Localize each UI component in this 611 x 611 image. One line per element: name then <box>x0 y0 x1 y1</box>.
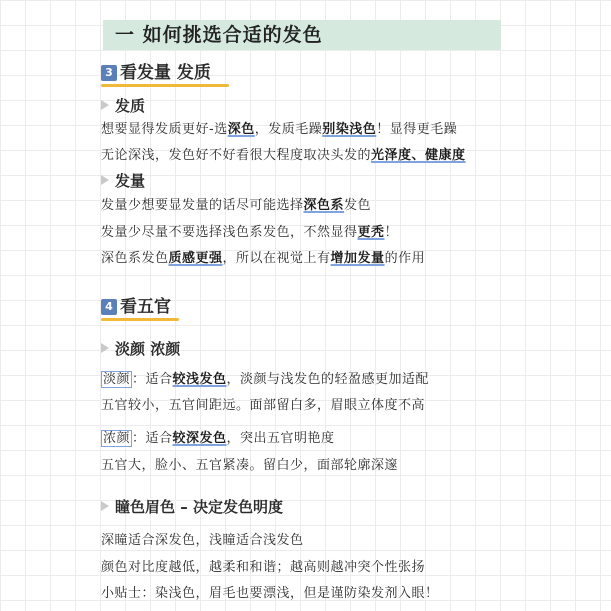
section-underline <box>101 318 179 321</box>
text-line: 浓颜 ：适合较深发色，突出五官明艳度 <box>103 431 335 446</box>
subheading-hair-volume <box>101 171 145 191</box>
section-number-badge: 4 <box>101 299 117 315</box>
text-line: 深瞳适合深发色，浅瞳适合浅发色 <box>101 533 304 548</box>
highlight-text: 更秃 <box>357 225 385 240</box>
highlight-text: 深色系 <box>303 198 345 213</box>
highlight-text: 深色 <box>227 122 255 137</box>
boxed-term: 浓颜 <box>103 431 131 446</box>
triangle-bullet-icon <box>101 343 109 353</box>
text-line: 淡颜 ：适合较浅发色，淡颜与浅发色的轻盈感更加适配 <box>103 372 430 387</box>
text-line: 无论深浅，发色好不好看很大程度取决头发的光泽度、健康度 <box>101 148 466 163</box>
highlight-text: 光泽度、健康度 <box>371 148 466 163</box>
section-heading-hair <box>101 62 211 84</box>
triangle-bullet-icon <box>101 175 109 185</box>
triangle-bullet-icon <box>101 501 109 511</box>
text-line: 深色系发色质感更强，所以在视觉上有增加发量的作用 <box>101 251 426 266</box>
section-number-badge: 3 <box>101 65 117 81</box>
highlight-text: 质感更强 <box>168 251 223 266</box>
triangle-bullet-icon <box>101 100 109 110</box>
text-line: 五官大，脸小、五官紧凑。留白少，面部轮廓深邃 <box>101 458 399 473</box>
subheading-hair-quality <box>101 96 145 116</box>
section-heading-label: 看发量 发质 <box>120 63 211 83</box>
section-heading-features <box>101 296 171 318</box>
subheading-light-heavy-face <box>101 339 180 359</box>
text-line: 发量少尽量不要选择浅色系发色，不然显得更秃！ <box>101 225 399 240</box>
highlight-text: 较深发色 <box>172 431 227 446</box>
highlight-text: 别染浅色 <box>322 122 377 137</box>
highlight-text: 增加发量 <box>330 251 385 266</box>
subheading-label: 发质 <box>115 97 146 115</box>
subheading-eye-brow-color <box>101 497 283 517</box>
subheading-label: 瞳色眉色 – 决定发色明度 <box>115 498 283 516</box>
page-title: 一 如何挑选合适的发色 <box>103 20 501 50</box>
boxed-term: 淡颜 <box>103 372 131 387</box>
text-line: 小贴士：染浅色，眉毛也要漂浅，但是谨防染发剂入眼！ <box>101 586 439 601</box>
text-line: 五官较小，五官间距远。面部留白多，眉眼立体度不高 <box>101 398 426 413</box>
text-line: 发量少想要显发量的话尽可能选择深色系发色 <box>101 198 372 213</box>
section-heading-label: 看五官 <box>120 297 171 317</box>
subheading-label: 淡颜 浓颜 <box>115 340 181 358</box>
section-underline <box>101 84 229 87</box>
subheading-label: 发量 <box>115 172 146 190</box>
highlight-text: 较浅发色 <box>172 372 227 387</box>
text-line: 想要显得发质更好-选深色，发质毛躁别染浅色！显得更毛躁 <box>101 122 458 137</box>
text-line: 颜色对比度越低，越柔和和谐；越高则越冲突个性张扬 <box>101 560 426 575</box>
